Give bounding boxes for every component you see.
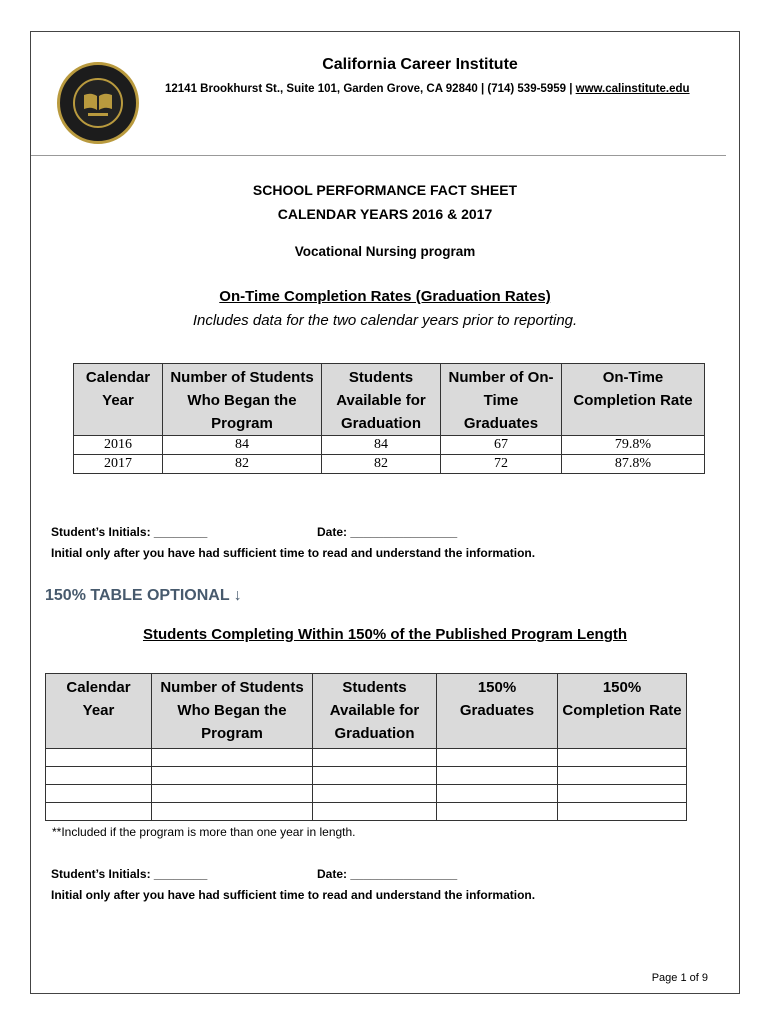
initials-label: Student’s Initials: ________ — [51, 525, 208, 539]
cell: 2016 — [74, 436, 163, 455]
header-divider — [31, 155, 726, 156]
optional-table-heading: 150% TABLE OPTIONAL ↓ — [45, 587, 242, 604]
cell: 82 — [322, 455, 441, 474]
program-name: Vocational Nursing program — [294, 244, 476, 259]
footnote: **Included if the program is more than one year in length. — [52, 825, 356, 839]
cell[interactable] — [437, 749, 558, 767]
page-number: Page 1 of 9 — [651, 972, 708, 984]
cell: 82 — [163, 455, 322, 474]
institution-address — [165, 83, 690, 95]
seal-emblem — [60, 65, 136, 141]
cell[interactable] — [46, 803, 152, 821]
col-header: Calendar Year — [46, 674, 152, 749]
cell[interactable] — [152, 749, 313, 767]
doc-title: SCHOOL PERFORMANCE FACT SHEET — [252, 182, 518, 198]
page-border — [30, 31, 740, 994]
cell: 2017 — [74, 455, 163, 474]
table-row[interactable] — [46, 785, 687, 803]
cell: 72 — [441, 455, 562, 474]
cell[interactable] — [558, 785, 687, 803]
section-note: Includes data for the two calendar years prior to reporting. — [192, 312, 578, 329]
cell: 84 — [322, 436, 441, 455]
table-header-row — [74, 364, 705, 436]
cell[interactable] — [437, 785, 558, 803]
cell: 67 — [441, 436, 562, 455]
school-seal-logo — [57, 62, 139, 144]
col-header: Number of On-Time Graduates — [441, 364, 562, 436]
cell[interactable] — [437, 767, 558, 785]
date-label[interactable]: Date: ________________ — [317, 525, 458, 539]
address-text: 12141 Brookhurst St., Suite 101, Garden Grove, CA 92840 | (714) 539-5959 | — [165, 83, 576, 95]
table-row — [74, 455, 705, 474]
table-header-row — [46, 674, 687, 749]
table2-title: Students Completing Within 150% of the Published Program Length — [142, 626, 628, 643]
cell: 79.8% — [562, 436, 705, 455]
col-header: Number of Students Who Began the Program — [152, 674, 313, 749]
table-row[interactable] — [46, 749, 687, 767]
cell[interactable] — [437, 803, 558, 821]
col-header: Number of Students Who Began the Program — [163, 364, 322, 436]
signoff-initials[interactable] — [51, 867, 458, 881]
completion-150-table — [45, 673, 687, 821]
cell[interactable] — [558, 749, 687, 767]
cell[interactable] — [558, 803, 687, 821]
cell: 84 — [163, 436, 322, 455]
signoff-initials[interactable] — [51, 525, 458, 539]
cell[interactable] — [152, 767, 313, 785]
website-link[interactable]: www.calinstitute.edu — [575, 83, 690, 95]
cell[interactable] — [558, 767, 687, 785]
table-row[interactable] — [46, 803, 687, 821]
col-header: Students Available for Graduation — [322, 364, 441, 436]
col-header: Calendar Year — [74, 364, 163, 436]
cell[interactable] — [313, 803, 437, 821]
col-header: Students Available for Graduation — [313, 674, 437, 749]
cell[interactable] — [46, 767, 152, 785]
doc-subtitle: CALENDAR YEARS 2016 & 2017 — [277, 206, 493, 222]
cell[interactable] — [46, 785, 152, 803]
completion-rates-table — [73, 363, 705, 474]
initials-label: Student’s Initials: ________ — [51, 867, 208, 881]
cell[interactable] — [152, 803, 313, 821]
cell: 87.8% — [562, 455, 705, 474]
col-header: 150% Completion Rate — [558, 674, 687, 749]
table-row — [74, 436, 705, 455]
cell[interactable] — [313, 785, 437, 803]
cell[interactable] — [152, 785, 313, 803]
signoff-note: Initial only after you have had sufficient time to read and understand the information. — [51, 546, 536, 560]
signoff-note: Initial only after you have had sufficient time to read and understand the information. — [51, 888, 536, 902]
date-label[interactable]: Date: ________________ — [317, 867, 458, 881]
cell[interactable] — [46, 749, 152, 767]
col-header: On-Time Completion Rate — [562, 364, 705, 436]
institution-name: California Career Institute — [322, 56, 518, 73]
section-heading: On-Time Completion Rates (Graduation Rates) — [219, 288, 551, 305]
cell[interactable] — [313, 767, 437, 785]
cell[interactable] — [313, 749, 437, 767]
table-row[interactable] — [46, 767, 687, 785]
col-header: 150% Graduates — [437, 674, 558, 749]
